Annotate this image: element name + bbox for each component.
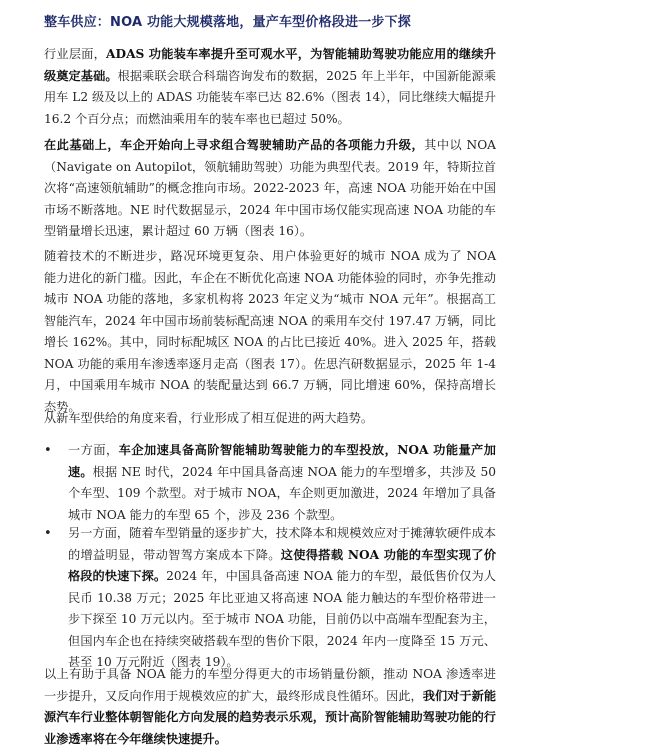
- paragraph-conclusion: 以上有助于具备 NOA 能力的车型分得更大的市场销量份额，推动 NOA 渗透率进一步提升，又反向作用于规模效应的扩大，最终形成良性循环。因此，我们对于新能源汽车行业整体朝智能化方向发展的趋势表示乐观，预计高阶智能辅助驾驶功能的行业渗透率将在今年继续快速提升。: [44, 667, 497, 746]
- bullet-marker: •: [44, 443, 52, 458]
- bullet-text: 一方面，车企加速具备高阶智能辅助驾驶能力的车型投放，NOA 功能量产加速。根据 NE 时代，2024 年中国具备高速 NOA 能力的车型增多，共涉及 50 个车型、109 个款型。对于城市 NOA，车企则更加激进，2024 年增加了具备城市 NOA 能力的车型 65 个，涉及 236 个款型。: [68, 443, 496, 522]
- section-heading: 整车供应：NOA 功能大规模落地，量产车型价格段进一步下探: [44, 15, 411, 30]
- paragraph-adas: 行业层面，ADAS 功能装车率提升至可观水平，为智能辅助驾驶功能应用的继续升级奠定基础。根据乘联会联合科瑞咨询发布的数据，2025 年上半年，中国新能源乘用车 L2 级及以上的 ADAS 功能装车率已达 82.6%（图表 14），同比继续大幅提升 16.2 个百分点；而燃油乘用车的装车率也已超过 50%。: [44, 47, 497, 126]
- bullet-text: 另一方面，随着车型销量的逐步扩大，技术降本和规模效应对于摊薄软硬件成本的增益明显，带动智驾方案成本下降。这使得搭载 NOA 功能的车型实现了价格段的快速下探。2024 年，中国具备高速 NOA 能力的车型，最低售价仅为人民币 10.38 万元；2025 年比亚迪又将高速 NOA 能力触达的车型价格带进一步下探至 10 万元以内。至于城市 NOA 功能，目前仍以中高端车型配套为主，但国内车企也在持续突破搭载车型的售价下限，2024 年内一度降至 15 万元、甚至 10 万元附近（图表 19）。: [68, 526, 497, 669]
- bullet-marker: •: [44, 526, 52, 541]
- paragraph-city-noa: 随着技术的不断进步，路况环境更复杂、用户体验更好的城市 NOA 成为了 NOA 能力进化的新门槛。因此，车企在不断优化高速 NOA 功能体验的同时，亦争先推动城市 NOA 功能的落地，多家机构将 2023 年定义为“城市 NOA 元年”。根据高工智能汽车，2024 年中国市场前装标配高速 NOA 的乘用车交付 197.47 万辆，同比增长 162%。其中，同时标配城区 NOA 的占比已接近 40%。进入 2025 年，搭载 NOA 功能的乘用车渗透率逐月走高（图表 17）。佐思汽研数据显示，2025 年 1-4 月，中国乘用车城市 NOA 的装配量达到 66.7 万辆，同比增速 60%，保持高增长态势。: [44, 249, 496, 414]
- paragraph-trends-intro: 从新车型供给的角度来看，行业形成了相互促进的两大趋势。: [44, 411, 374, 425]
- paragraph-noa-intro: 在此基础上，车企开始向上寻求组合驾驶辅助产品的各项能力升级，其中以 NOA（Navigate on Autopilot，领航辅助驾驶）功能为典型代表。2019 年，特斯拉首次将“高速领航辅助”的概念推向市场。2022-2023 年，高速 NOA 功能开始在中国市场不断落地。NE 时代数据显示，2024 年中国市场仅能实现高速 NOA 功能的车型销量增长迅速，累计超过 60 万辆（图表 16）。: [44, 138, 496, 238]
